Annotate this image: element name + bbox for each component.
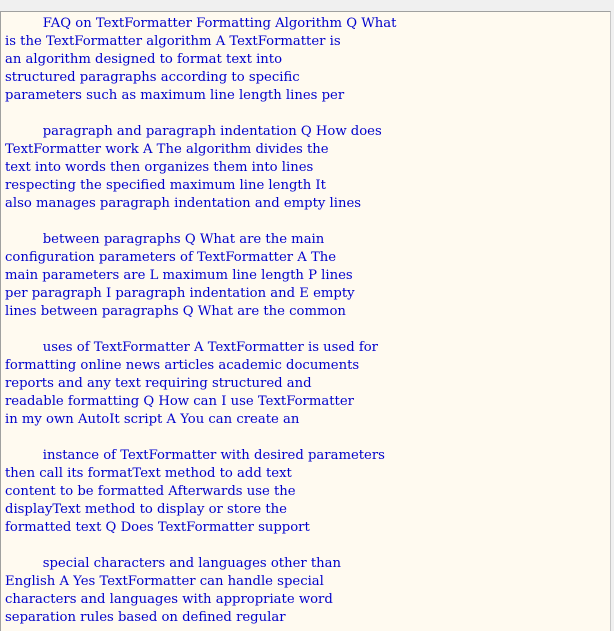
text-line: structured paragraphs according to specific [5, 70, 300, 85]
text-paragraph [5, 231, 605, 321]
blank-line [5, 537, 605, 555]
blank-line [5, 213, 605, 231]
formatted-text-display[interactable] [0, 11, 611, 631]
text-paragraph [5, 447, 605, 537]
text-paragraph [5, 339, 605, 429]
text-line: TextFormatter work A The algorithm divides the [5, 142, 329, 157]
text-line: FAQ on TextFormatter Formatting Algorithm Q What [5, 16, 397, 31]
text-line: then call its formatText method to add text [5, 466, 292, 481]
text-line: characters and languages with appropriate word [5, 592, 333, 607]
text-line: displayText method to display or store the [5, 502, 287, 517]
text-line: per paragraph I paragraph indentation and E empty [5, 286, 355, 301]
text-line: formatting online news articles academic documents [5, 358, 360, 373]
text-line: respecting the specified maximum line length It [5, 178, 326, 193]
text-paragraph [5, 15, 605, 105]
text-line: lines between paragraphs Q What are the common [5, 304, 346, 319]
text-paragraph [5, 123, 605, 213]
text-line: formatted text Q Does TextFormatter support [5, 520, 310, 535]
text-line: text into words then organizes them into lines [5, 160, 314, 175]
text-line: special characters and languages other than [5, 556, 342, 571]
text-line: an algorithm designed to format text into [5, 52, 283, 67]
text-line: instance of TextFormatter with desired parameters [5, 448, 385, 463]
text-line: content to be formatted Afterwards use the [5, 484, 296, 499]
text-line: paragraph and paragraph indentation Q How does [5, 124, 382, 139]
text-line: English A Yes TextFormatter can handle special [5, 574, 324, 589]
text-line: in my own AutoIt script A You can create an [5, 412, 300, 427]
text-line: readable formatting Q How can I use TextFormatter [5, 394, 354, 409]
text-line: uses of TextFormatter A TextFormatter is used for [5, 340, 378, 355]
blank-line [5, 105, 605, 123]
text-line: reports and any text requiring structured and [5, 376, 312, 391]
blank-line [5, 321, 605, 339]
window-top-strip [0, 0, 614, 11]
formatted-text-content [5, 15, 605, 627]
text-line: separation rules based on defined regular [5, 610, 286, 625]
text-line: also manages paragraph indentation and empty lines [5, 196, 362, 211]
text-paragraph [5, 555, 605, 627]
text-line: main parameters are L maximum line length P lines [5, 268, 353, 283]
text-line: parameters such as maximum line length lines per [5, 88, 345, 103]
blank-line [5, 429, 605, 447]
text-line: between paragraphs Q What are the main [5, 232, 325, 247]
text-line: configuration parameters of TextFormatter A The [5, 250, 337, 265]
text-line: is the TextFormatter algorithm A TextFormatter is [5, 34, 341, 49]
